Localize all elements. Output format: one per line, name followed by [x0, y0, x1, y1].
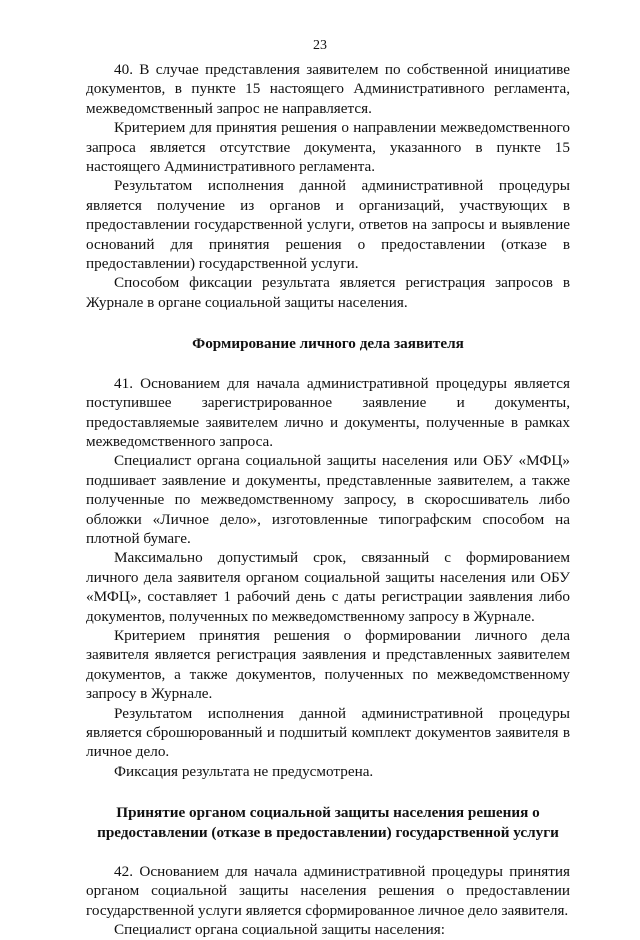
paragraph: 42. Основанием для начала административной процедуры принятия органом социальной защиты населения решения о предоставлении государственной услуги является сформированное личное дело заявителя.	[86, 863, 570, 919]
paragraph: Специалист органа социальной защиты населения:	[114, 921, 445, 939]
paragraph: 41. Основанием для начала административной процедуры является поступившее зарегистрированное заявление и документы, предоставляемые заявителем лично и документы, полученные в рамках межведомственного запроса.	[86, 374, 570, 450]
section-heading: Формирование личного дела заявителя	[192, 335, 464, 353]
paragraph: Фиксация результата не предусмотрена.	[114, 762, 374, 780]
paragraph: Специалист органа социальной защиты населения или ОБУ «МФЦ» подшивает заявление и документы, представленные заявителем, а также полученные по межведомственному запросу, в скоросшиватель либо обложки «Личное дело», изготовленные типографским способом на плотной бумаге.	[86, 452, 570, 547]
section-heading: Принятие органом социальной защиты населения решения о предоставлении (отказе в предоставлении) государственной услуги	[97, 804, 559, 841]
page-number: 23	[313, 38, 327, 53]
paragraph: Результатом исполнения данной административной процедуры является сброшюрованный и подшитый комплект документов заявителя в личное дело.	[86, 704, 570, 761]
paragraph: Максимально допустимый срок, связанный с формированием личного дела заявителя органом социальной защиты населения или ОБУ «МФЦ», составляет 1 рабочий день с даты регистрации заявления либо документов, полученных по межведомственному запросу в Журнале.	[86, 549, 570, 625]
paragraph: Способом фиксации результата является регистрация запросов в Журнале в органе социальной защиты населения.	[86, 274, 570, 311]
paragraph: Результатом исполнения данной административной процедуры является получение из органов и организаций, участвующих в предоставлении государственной услуги, ответов на запросы и выявление оснований для принятия решения о предоставлении (отказе в предоставлении) государственной услуги.	[86, 177, 570, 273]
paragraph: Критерием для принятия решения о направлении межведомственного запроса является отсутствие документа, указанного в пункте 15 настоящего Административного регламента.	[86, 119, 570, 176]
document-body	[86, 60, 570, 940]
paragraph: 40. В случае представления заявителем по собственной инициативе документов, в пункте 15 настоящего Административного регламента, межведомственный запрос не направляется.	[86, 61, 570, 117]
paragraph: Критерием принятия решения о формировании личного дела заявителя является регистрация заявления и представленных заявителем документов, а также документов, полученных по межведомственному запросу в Журнале.	[86, 626, 570, 703]
